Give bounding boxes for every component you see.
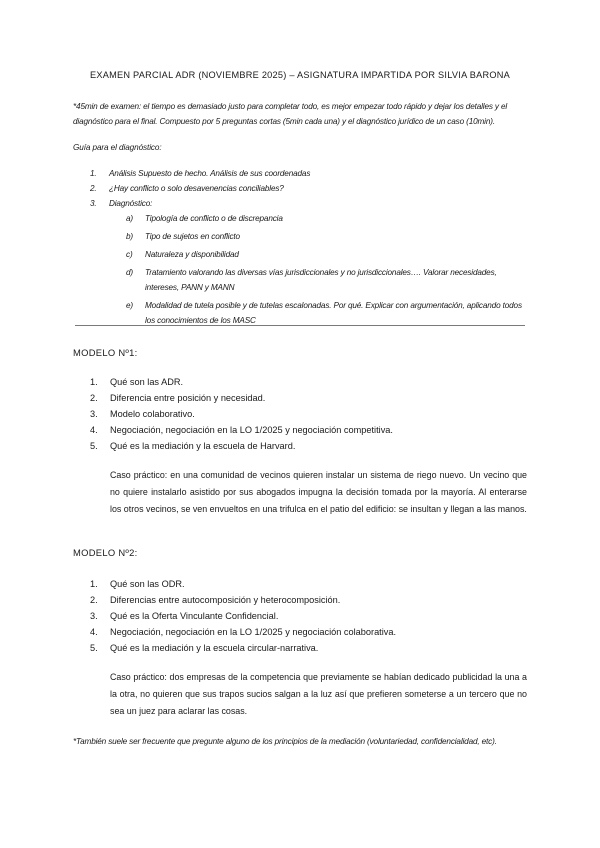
question-item (73, 390, 528, 406)
exam-intro-note: *45min de examen: el tiempo es demasiado justo para completar todo, es mejor empezar todo rápido y dejar los detalles y el diagnóstico para el final. Compuesto por 5 preguntas cortas (5min cada una) y el diagnóstico jurídico de un caso (10min). (73, 102, 508, 126)
modelo-1-title: MODELO Nº1: (73, 347, 138, 358)
sub-list-item (126, 298, 528, 328)
list-item (73, 166, 528, 181)
question-text: Diferencia entre posición y necesidad. (110, 393, 266, 403)
list-item (73, 181, 528, 196)
section-divider (75, 325, 525, 326)
question-item (73, 624, 528, 640)
question-item (73, 374, 528, 390)
question-text: Qué es la mediación y la escuela de Harvard. (110, 441, 296, 451)
sub-list-text: Tipología de conflicto o de discrepancia (145, 214, 283, 223)
list-number: 1. (90, 169, 97, 178)
question-text: Qué es la mediación y la escuela circular-narrativa. (110, 643, 319, 653)
question-number: 2. (90, 595, 98, 605)
sub-list-letter: c) (126, 250, 133, 259)
list-number: 3. (90, 199, 97, 208)
list-text: ¿Hay conflicto o solo desavenencias conciliables? (109, 184, 284, 193)
question-number: 4. (90, 425, 98, 435)
sub-list-item (126, 211, 528, 226)
sub-list-text: Tipo de sujetos en conflicto (145, 232, 240, 241)
exam-title: EXAMEN PARCIAL ADR (NOVIEMBRE 2025) – ASIGNATURA IMPARTIDA POR SILVIA BARONA (89, 70, 511, 80)
question-text: Negociación, negociación en la LO 1/2025 y negociación colaborativa. (110, 627, 397, 637)
list-item (73, 196, 528, 211)
question-item (73, 592, 528, 608)
sub-list-letter: d) (126, 268, 133, 277)
list-number: 2. (90, 184, 97, 193)
modelo-1-question-list (73, 374, 528, 454)
modelo-2-case-study: Caso práctico: dos empresas de la competencia que previamente se habían dedicado publicidad la una a la otra, no quieren que sus trapos sucios salgan a la luz así que prefieren someterse a un tercero que no sea un juez para aclarar las cosas. (110, 672, 527, 716)
question-number: 1. (90, 579, 98, 589)
modelo-2-question-list (73, 576, 528, 656)
sub-list-letter: e) (126, 301, 133, 310)
sub-list-letter: b) (126, 232, 133, 241)
question-number: 3. (90, 409, 98, 419)
guide-title: Guía para el diagnóstico: (73, 143, 162, 152)
question-text: Qué es la Oferta Vinculante Confidencial. (110, 611, 279, 621)
sub-list-item (126, 247, 528, 262)
modelo-2-title: MODELO Nº2: (73, 547, 138, 558)
question-item (73, 640, 528, 656)
list-text: Análisis Supuesto de hecho. Análisis de sus coordenadas (109, 169, 311, 178)
question-item (73, 438, 528, 454)
list-text: Diagnóstico: (109, 199, 153, 208)
question-item (73, 608, 528, 624)
sub-list-text: Naturaleza y disponibilidad (145, 250, 239, 259)
question-text: Modelo colaborativo. (110, 409, 195, 419)
question-text: Qué son las ODR. (110, 579, 185, 589)
sub-list-text: Modalidad de tutela posible y de tutelas escalonadas. Por qué. Explicar con argumentación, aplicando todos los conocimientos de los MASC (145, 301, 522, 325)
question-number: 1. (90, 377, 98, 387)
question-text: Negociación, negociación en la LO 1/2025 y negociación competitiva. (110, 425, 393, 435)
question-number: 3. (90, 611, 98, 621)
sub-list-item (126, 265, 528, 295)
question-number: 5. (90, 643, 98, 653)
diagnosis-sub-list (126, 211, 528, 328)
question-text: Qué son las ADR. (110, 377, 184, 387)
question-text: Diferencias entre autocomposición y heterocomposición. (110, 595, 341, 605)
question-number: 2. (90, 393, 98, 403)
modelo-1-case-study: Caso práctico: en una comunidad de vecinos quieren instalar un sistema de riego nuevo. Un vecino que no quiere instalarlo asistido por sus abogados impugna la decisión tomada por la mayoría. Al enterarse los otros vecinos, se ven envueltos en una trifulca en el patio del edificio: se insultan y llegan a las manos. (110, 470, 527, 514)
footnote: *También suele ser frecuente que pregunte alguno de los principios de la mediación (voluntariedad, confidencialidad, etc). (73, 737, 497, 746)
question-item (73, 576, 528, 592)
sub-list-letter: a) (126, 214, 133, 223)
question-number: 5. (90, 441, 98, 451)
guide-list (73, 166, 528, 331)
sub-list-item (126, 229, 528, 244)
question-item (73, 406, 528, 422)
sub-list-text: Tratamiento valorando las diversas vías jurisdiccionales y no jurisdiccionales…. Valorar necesidades, intereses, PANN y MANN (145, 268, 497, 292)
question-number: 4. (90, 627, 98, 637)
question-item (73, 422, 528, 438)
